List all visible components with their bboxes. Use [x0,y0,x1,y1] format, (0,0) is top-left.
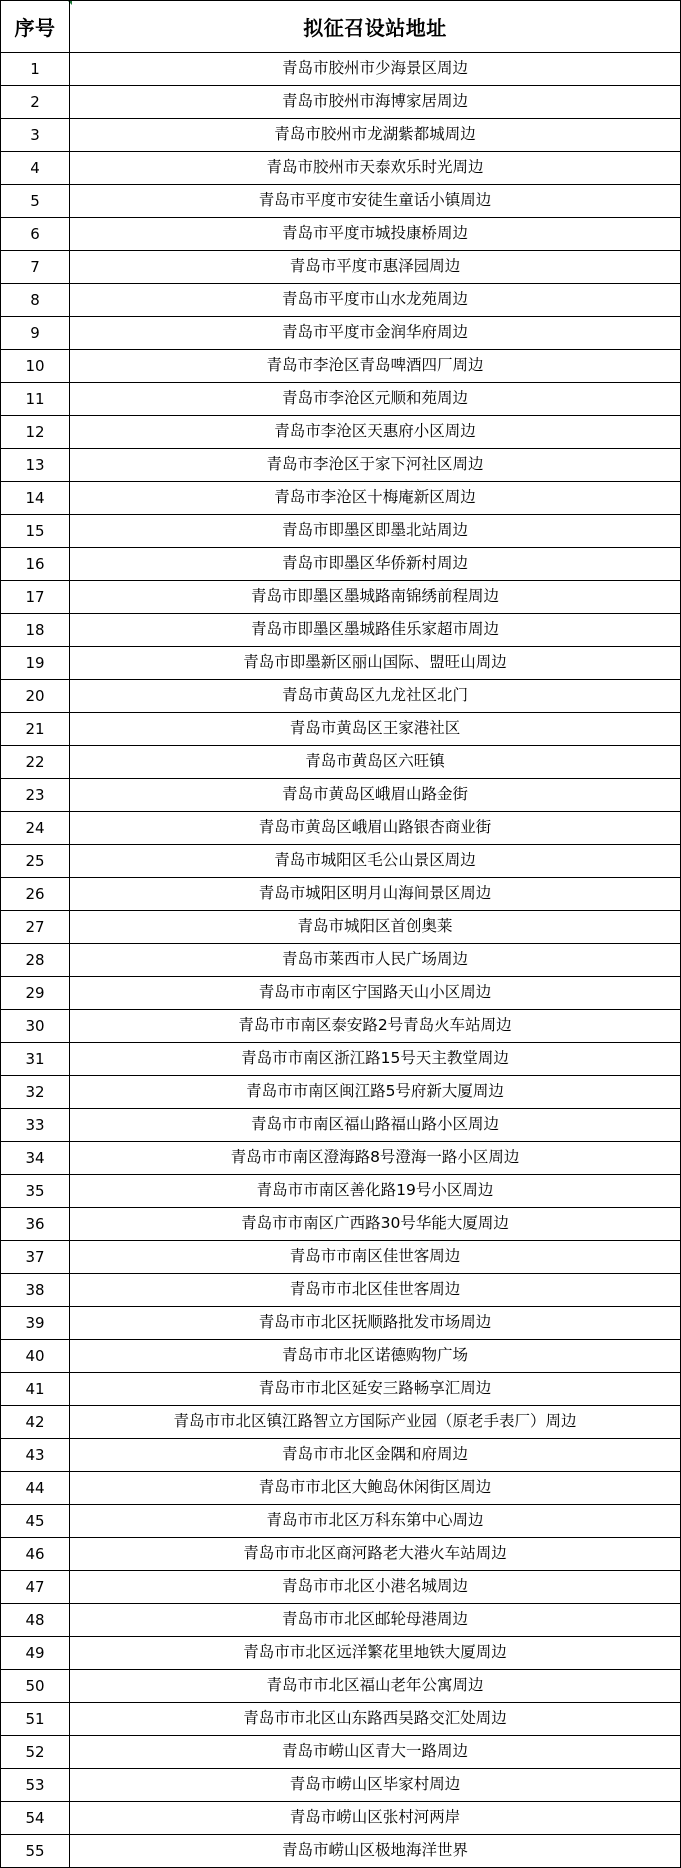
table-row [1,1373,681,1406]
table-row [1,1175,681,1208]
table-row [1,1670,681,1703]
row-number-cell[interactable]: 2 [1,86,70,119]
row-number-cell[interactable]: 24 [1,812,70,845]
row-number-cell[interactable]: 8 [1,284,70,317]
row-number-cell[interactable]: 18 [1,614,70,647]
header-row [1,1,681,53]
row-number-cell[interactable]: 30 [1,1010,70,1043]
row-number-cell[interactable]: 35 [1,1175,70,1208]
row-number-cell[interactable]: 50 [1,1670,70,1703]
row-number-cell[interactable]: 26 [1,878,70,911]
table-row [1,1736,681,1769]
table-row [1,152,681,185]
address-cell[interactable]: 青岛市即墨区墨城路佳乐家超市周边 [70,614,681,647]
row-number-cell[interactable]: 33 [1,1109,70,1142]
address-cell[interactable]: 青岛市市北区小港名城周边 [70,1571,681,1604]
address-cell[interactable]: 青岛市市北区万科东第中心周边 [70,1505,681,1538]
table-row [1,548,681,581]
address-cell[interactable]: 青岛市市南区泰安路2号青岛火车站周边 [70,1010,681,1043]
table-row [1,86,681,119]
address-cell[interactable]: 青岛市即墨新区丽山国际、盟旺山周边 [70,647,681,680]
table-row [1,1076,681,1109]
table-row [1,845,681,878]
table-row [1,1769,681,1802]
row-number-cell[interactable]: 51 [1,1703,70,1736]
address-cell[interactable]: 青岛市市南区善化路19号小区周边 [70,1175,681,1208]
table-row [1,1274,681,1307]
table-row [1,1439,681,1472]
table-row [1,1010,681,1043]
table-row [1,944,681,977]
address-cell[interactable]: 青岛市市北区延安三路畅享汇周边 [70,1373,681,1406]
row-number-cell[interactable]: 14 [1,482,70,515]
table-row [1,1043,681,1076]
row-number-cell[interactable]: 32 [1,1076,70,1109]
row-number-cell[interactable]: 41 [1,1373,70,1406]
address-cell[interactable]: 青岛市市北区佳世客周边 [70,1274,681,1307]
address-cell[interactable]: 青岛市即墨区即墨北站周边 [70,515,681,548]
row-number-cell[interactable]: 42 [1,1406,70,1439]
row-number-cell[interactable]: 49 [1,1637,70,1670]
row-number-cell[interactable]: 9 [1,317,70,350]
table-row [1,779,681,812]
table-row [1,911,681,944]
table-row [1,449,681,482]
row-number-cell[interactable]: 45 [1,1505,70,1538]
row-number-cell[interactable]: 37 [1,1241,70,1274]
table-row [1,1703,681,1736]
address-cell[interactable]: 青岛市市南区佳世客周边 [70,1241,681,1274]
row-number-cell[interactable]: 1 [1,53,70,86]
table-row [1,1406,681,1439]
address-cell[interactable]: 青岛市平度市惠泽园周边 [70,251,681,284]
table-row [1,119,681,152]
row-number-cell[interactable]: 15 [1,515,70,548]
table-row [1,218,681,251]
table-row [1,1208,681,1241]
address-cell[interactable]: 青岛市平度市金润华府周边 [70,317,681,350]
table-row [1,746,681,779]
row-number-cell[interactable]: 40 [1,1340,70,1373]
table-row [1,515,681,548]
table-row [1,251,681,284]
row-number-cell[interactable]: 25 [1,845,70,878]
address-cell[interactable]: 青岛市胶州市龙湖紫都城周边 [70,119,681,152]
address-cell[interactable]: 青岛市李沧区元顺和苑周边 [70,383,681,416]
table-row [1,1802,681,1835]
address-cell[interactable]: 青岛市李沧区青岛啤酒四厂周边 [70,350,681,383]
row-number-cell[interactable]: 34 [1,1142,70,1175]
table-row [1,647,681,680]
address-cell[interactable]: 青岛市市南区澄海路8号澄海一路小区周边 [70,1142,681,1175]
row-number-cell[interactable]: 23 [1,779,70,812]
address-cell[interactable]: 青岛市黄岛区九龙社区北门 [70,680,681,713]
row-number-cell[interactable]: 4 [1,152,70,185]
table-row [1,581,681,614]
address-cell[interactable]: 青岛市市南区宁国路天山小区周边 [70,977,681,1010]
table-row [1,317,681,350]
row-number-cell[interactable]: 53 [1,1769,70,1802]
table-row [1,185,681,218]
row-number-cell[interactable]: 44 [1,1472,70,1505]
address-cell[interactable]: 青岛市城阳区明月山海间景区周边 [70,878,681,911]
address-cell[interactable]: 青岛市平度市安徒生童话小镇周边 [70,185,681,218]
table-row [1,1340,681,1373]
table-row [1,1109,681,1142]
row-number-cell[interactable]: 19 [1,647,70,680]
address-cell[interactable]: 青岛市市南区浙江路15号天主教堂周边 [70,1043,681,1076]
row-number-cell[interactable]: 13 [1,449,70,482]
address-cell[interactable]: 青岛市市北区镇江路智立方国际产业园（原老手表厂）周边 [70,1406,681,1439]
address-cell[interactable]: 青岛市城阳区首创奥莱 [70,911,681,944]
row-number-cell[interactable]: 36 [1,1208,70,1241]
row-number-cell[interactable]: 39 [1,1307,70,1340]
address-cell[interactable]: 青岛市市北区邮轮母港周边 [70,1604,681,1637]
table-row [1,1505,681,1538]
address-cell[interactable]: 青岛市崂山区毕家村周边 [70,1769,681,1802]
row-number-cell[interactable]: 10 [1,350,70,383]
row-number-cell[interactable]: 11 [1,383,70,416]
row-number-cell[interactable]: 5 [1,185,70,218]
row-number-cell[interactable]: 47 [1,1571,70,1604]
table-row [1,1142,681,1175]
row-number-cell[interactable]: 54 [1,1802,70,1835]
address-cell[interactable]: 青岛市市北区山东路西吴路交汇处周边 [70,1703,681,1736]
row-number-cell[interactable]: 55 [1,1835,70,1868]
address-cell[interactable]: 青岛市市南区广西路30号华能大厦周边 [70,1208,681,1241]
table-row [1,1637,681,1670]
row-number-cell[interactable]: 28 [1,944,70,977]
row-number-cell[interactable]: 17 [1,581,70,614]
address-cell[interactable]: 青岛市市南区闽江路5号府新大厦周边 [70,1076,681,1109]
row-number-cell[interactable]: 52 [1,1736,70,1769]
address-cell[interactable]: 青岛市胶州市少海景区周边 [70,53,681,86]
address-cell[interactable]: 青岛市黄岛区六旺镇 [70,746,681,779]
row-number-cell[interactable]: 43 [1,1439,70,1472]
row-number-cell[interactable]: 22 [1,746,70,779]
table-row [1,680,681,713]
address-cell[interactable]: 青岛市市南区福山路福山路小区周边 [70,1109,681,1142]
address-cell[interactable]: 青岛市平度市山水龙苑周边 [70,284,681,317]
address-cell[interactable]: 青岛市市北区商河路老大港火车站周边 [70,1538,681,1571]
address-cell[interactable]: 青岛市即墨区墨城路南锦绣前程周边 [70,581,681,614]
address-cell[interactable]: 青岛市李沧区天惠府小区周边 [70,416,681,449]
table-row [1,878,681,911]
address-cell[interactable]: 青岛市黄岛区王家港社区 [70,713,681,746]
address-cell[interactable]: 青岛市崂山区极地海洋世界 [70,1835,681,1868]
address-cell[interactable]: 青岛市市北区金隅和府周边 [70,1439,681,1472]
address-cell[interactable]: 青岛市李沧区十梅庵新区周边 [70,482,681,515]
table-row [1,614,681,647]
row-number-cell[interactable]: 48 [1,1604,70,1637]
table-row [1,1571,681,1604]
table-row [1,53,681,86]
row-number-cell[interactable]: 29 [1,977,70,1010]
address-cell[interactable]: 青岛市莱西市人民广场周边 [70,944,681,977]
table-row [1,1604,681,1637]
address-cell[interactable]: 青岛市胶州市海博家居周边 [70,86,681,119]
row-number-cell[interactable]: 6 [1,218,70,251]
table-row [1,713,681,746]
address-cell[interactable]: 青岛市市北区抚顺路批发市场周边 [70,1307,681,1340]
row-number-cell[interactable]: 3 [1,119,70,152]
row-number-cell[interactable]: 7 [1,251,70,284]
table-row [1,812,681,845]
address-cell[interactable]: 青岛市黄岛区峨眉山路金街 [70,779,681,812]
address-cell[interactable]: 青岛市平度市城投康桥周边 [70,218,681,251]
address-cell[interactable]: 青岛市崂山区张村河两岸 [70,1802,681,1835]
table-row [1,383,681,416]
address-cell[interactable]: 青岛市崂山区青大一路周边 [70,1736,681,1769]
table-row [1,1307,681,1340]
address-cell[interactable]: 青岛市黄岛区峨眉山路银杏商业街 [70,812,681,845]
address-cell[interactable]: 青岛市胶州市天泰欢乐时光周边 [70,152,681,185]
row-number-cell[interactable]: 21 [1,713,70,746]
row-number-cell[interactable]: 12 [1,416,70,449]
table-row [1,284,681,317]
table-body [1,53,681,1868]
row-number-cell[interactable]: 20 [1,680,70,713]
header-number[interactable]: 序号 [1,1,70,53]
table-row [1,1241,681,1274]
table-row [1,1538,681,1571]
address-cell[interactable]: 青岛市市北区福山老年公寓周边 [70,1670,681,1703]
address-cell[interactable]: 青岛市城阳区毛公山景区周边 [70,845,681,878]
row-number-cell[interactable]: 16 [1,548,70,581]
address-cell[interactable]: 青岛市市北区远洋繁花里地铁大厦周边 [70,1637,681,1670]
address-cell[interactable]: 青岛市即墨区华侨新村周边 [70,548,681,581]
address-cell[interactable]: 青岛市市北区诺德购物广场 [70,1340,681,1373]
row-number-cell[interactable]: 46 [1,1538,70,1571]
row-number-cell[interactable]: 31 [1,1043,70,1076]
table-row [1,977,681,1010]
row-number-cell[interactable]: 27 [1,911,70,944]
address-cell[interactable]: 青岛市李沧区于家下河社区周边 [70,449,681,482]
table-row [1,1472,681,1505]
address-cell[interactable]: 青岛市市北区大鲍岛休闲街区周边 [70,1472,681,1505]
table-row [1,416,681,449]
table-row [1,482,681,515]
header-address[interactable]: 拟征召设站地址 [70,1,681,53]
table-row [1,1835,681,1868]
table-row [1,350,681,383]
row-number-cell[interactable]: 38 [1,1274,70,1307]
